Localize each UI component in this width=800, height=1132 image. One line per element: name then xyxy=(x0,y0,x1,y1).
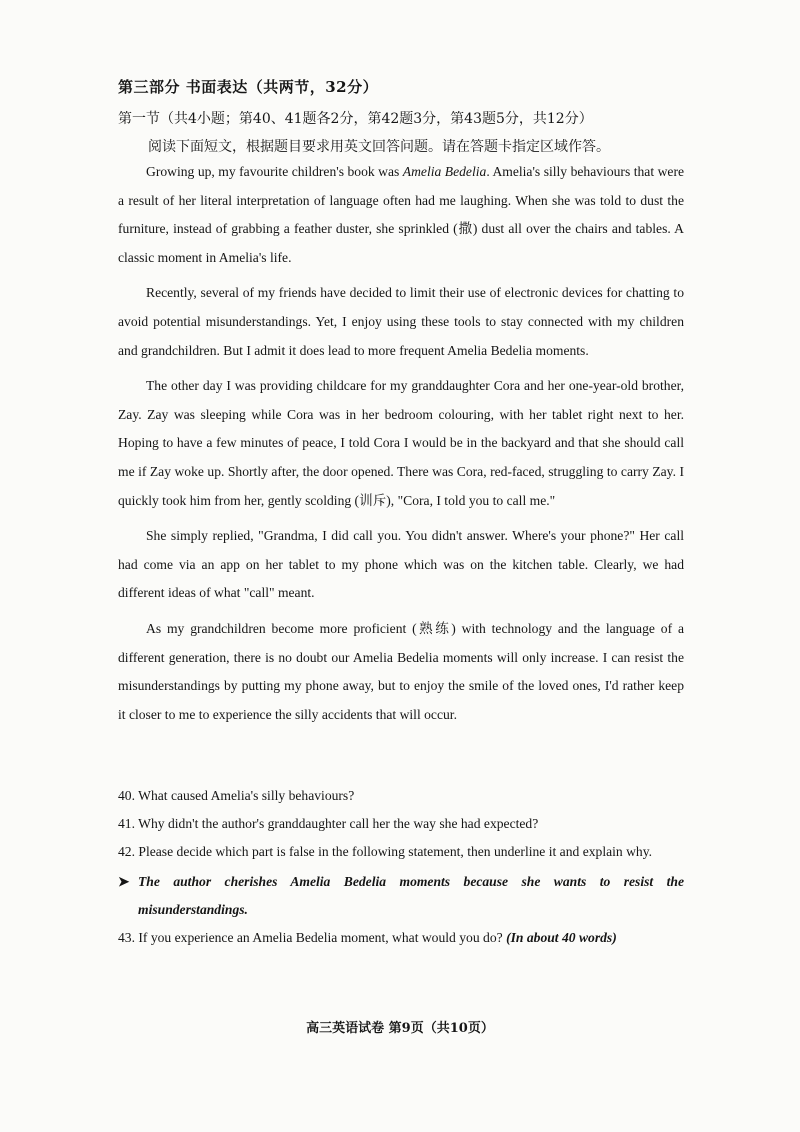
paragraph-5: As my grandchildren become more proficient (熟练) with technology and the language of a different generation, there is no doubt our Amelia Bedelia moments will only increase. I can resist the misunderstandings by putting my phone away, but to enjoy the smile of the loved ones, I'd rather keep it closer to me to experience the silly accidents that will occur. xyxy=(118,620,684,722)
reading-passage xyxy=(118,158,684,736)
statement-text: The author cherishes Amelia Bedelia moments because she wants to resist the misunderstandings. xyxy=(138,874,684,917)
false-statement xyxy=(118,868,684,924)
section-title: 第三部分 书面表达（共两节，32分） xyxy=(118,78,379,96)
question-43-text: 43. If you experience an Amelia Bedelia moment, what would you do? xyxy=(118,930,507,945)
arrow-icon: ➤ xyxy=(118,874,130,889)
paragraph-1 xyxy=(118,158,684,272)
question-list xyxy=(118,782,684,952)
paragraph-1-start: Growing up, my favourite children's book was xyxy=(146,164,403,179)
book-title: Amelia Bedelia xyxy=(402,164,487,179)
paragraph-4: She simply replied, "Grandma, I did call you. You didn't answer. Where's your phone?" Her call had come via an app on her tablet to my phone which was on the kitchen table. Clearly, we had different ideas of what "call" meant. xyxy=(118,528,684,601)
question-42: 42. Please decide which part is false in the following statement, then underline it and explain why. xyxy=(118,844,653,859)
page-footer: 高三英语试卷 第9页（共10页） xyxy=(306,1021,494,1036)
question-43 xyxy=(118,924,684,952)
paragraph-3: The other day I was providing childcare for my granddaughter Cora and her one-year-old brother, Zay. Zay was sleeping while Cora was in her bedroom colouring, with her tablet right next to her. Hoping to have a few minutes of peace, I told Cora I would be in the backyard and that she should call me if Zay woke up. Shortly after, the door opened. There was Cora, red-faced, struggling to carry Zay. I quickly took him from her, gently scolding (训斥), "Cora, I told you to call me." xyxy=(118,378,684,508)
question-40: 40. What caused Amelia's silly behaviours? xyxy=(118,788,355,803)
question-41: 41. Why didn't the author's granddaughter call her the way she had expected? xyxy=(118,816,539,831)
paragraph-2: Recently, several of my friends have decided to limit their use of electronic devices for chatting to avoid potential misunderstandings. Yet, I enjoy using these tools to stay connected with my children and grandchildren. But I admit it does lead to more frequent Amelia Bedelia moments. xyxy=(118,285,684,358)
instruction: 阅读下面短文，根据题目要求用英文回答问题。请在答题卡指定区域作答。 xyxy=(148,139,610,155)
paragraph-1-rest: . Amelia's silly behaviours that were a result of her literal interpretation of language often had me laughing. When she was told to dust the furniture, instead of grabbing a feather duster, she sprinkled (撒) dust all over the chairs and tables. A classic moment in Amelia's life. xyxy=(118,164,685,265)
section-subtitle: 第一节（共4小题；第40、41题各2分，第42题3分，第43题5分，共12分） xyxy=(118,111,593,127)
word-limit-note: (In about 40 words) xyxy=(506,930,617,945)
